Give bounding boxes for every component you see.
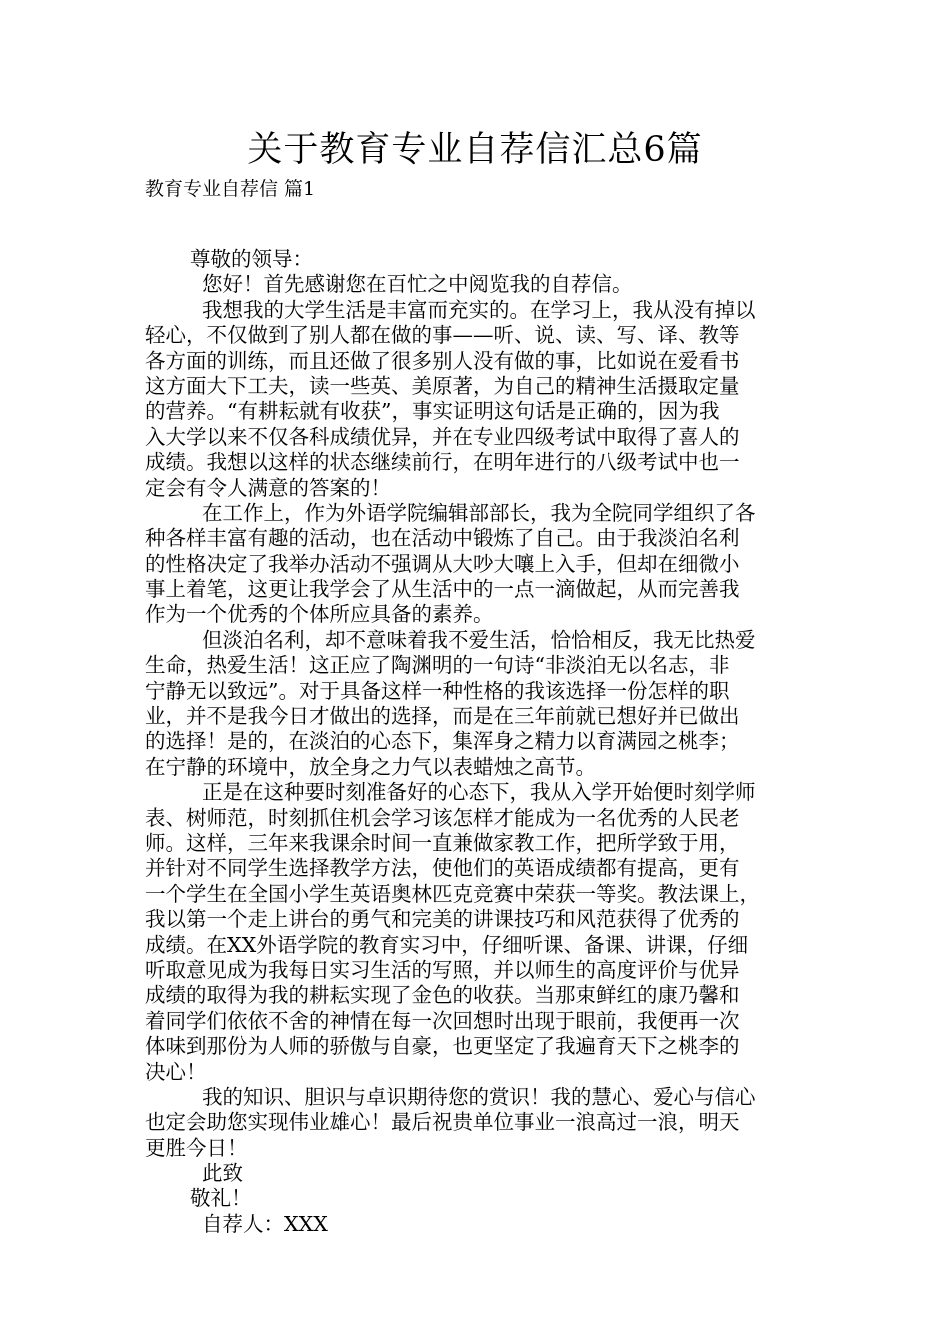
letter-line: 也定会助您实现伟业雄心！最后祝贵单位事业一浪高过一浪，明天 — [145, 1110, 740, 1135]
letter-line: 宁静无以致远”。对于具备这样一种性格的我该选择一份怎样的职 — [145, 678, 730, 703]
letter-body — [145, 247, 810, 1237]
letter-line: 成绩。在XX外语学院的教育实习中，仔细听课、备课、讲课，仔细 — [145, 932, 749, 957]
letter-line: 业，并不是我今日才做出的选择，而是在三年前就已想好并已做出 — [145, 704, 740, 729]
letter-line: 的营养。“有耕耘就有收获”，事实证明这句话是正确的，因为我 — [145, 399, 720, 424]
letter-line: 一个学生在全国小学生英语奥林匹克竞赛中荣获一等奖。教法课上， — [145, 881, 760, 906]
letter-line: 的选择！是的，在淡泊的心态下，集浑身之精力以育满园之桃李； — [145, 729, 740, 754]
letter-line: 各方面的训练，而且还做了很多别人没有做的事，比如说在爱看书 — [145, 348, 740, 373]
letter-line: 轻心，不仅做到了别人都在做的事——听、说、读、写、译、教等 — [145, 323, 740, 348]
letter-line: 我想我的大学生活是丰富而充实的。在学习上，我从没有掉以 — [202, 297, 756, 322]
letter-line: 定会有令人满意的答案的！ — [145, 475, 391, 500]
document-title: 关于教育专业自荐信汇总6篇 — [247, 130, 703, 170]
letter-line: 表、树师范，时刻抓住机会学习该怎样才能成为一名优秀的人民老 — [145, 805, 740, 830]
letter-line: 尊敬的领导： — [190, 247, 313, 271]
letter-line: 师。这样，三年来我课余时间一直兼做家教工作，把所学致于用， — [145, 830, 740, 855]
letter-line: 自荐人：XXX — [202, 1211, 328, 1236]
letter-line: 并针对不同学生选择教学方法，使他们的英语成绩都有提高，更有 — [145, 856, 740, 881]
letter-line: 的性格决定了我举办活动不强调从大吵大嚷上入手，但却在细微小 — [145, 551, 740, 576]
letter-line: 在宁静的环境中，放全身之力气以表蜡烛之高节。 — [145, 754, 596, 779]
letter-line: 更胜今日！ — [145, 1135, 248, 1160]
letter-line: 听取意见成为我每日实习生活的写照，并以师生的高度评价与优异 — [145, 957, 740, 982]
letter-line: 决心！ — [145, 1059, 207, 1084]
letter-line: 成绩的取得为我的耕耘实现了金色的收获。当那束鲜红的康乃馨和 — [145, 983, 740, 1008]
letter-line: 事上着笔，这更让我学会了从生活中的一点一滴做起，从而完善我 — [145, 577, 740, 602]
letter-line: 但淡泊名利，却不意味着我不爱生活，恰恰相反，我无比热爱 — [202, 627, 756, 652]
letter-line: 种各样丰富有趣的活动，也在活动中锻炼了自己。由于我淡泊名利 — [145, 526, 740, 551]
letter-line: 作为一个优秀的个体所应具备的素养。 — [145, 602, 494, 627]
letter-line: 您好！首先感谢您在百忙之中阅览我的自荐信。 — [202, 272, 633, 297]
letter-line: 此致 — [202, 1161, 243, 1186]
letter-line: 体味到那份为人师的骄傲与自豪，也更坚定了我遍育天下之桃李的 — [145, 1034, 740, 1059]
letter-line: 敬礼！ — [190, 1186, 252, 1211]
letter-line: 入大学以来不仅各科成绩优异，并在专业四级考试中取得了喜人的 — [145, 424, 740, 449]
letter-line: 在工作上，作为外语学院编辑部部长，我为全院同学组织了各 — [202, 500, 756, 525]
letter-line: 生命，热爱生活！这正应了陶渊明的一句诗“非淡泊无以名志，非 — [145, 653, 730, 678]
letter-line: 我的知识、胆识与卓识期待您的赏识！我的慧心、爱心与信心 — [202, 1084, 756, 1109]
letter-line: 成绩。我想以这样的状态继续前行，在明年进行的八级考试中也一 — [145, 450, 740, 475]
letter-line: 正是在这种要时刻准备好的心态下，我从入学开始便时刻学师 — [202, 780, 756, 805]
letter-line: 我以第一个走上讲台的勇气和完美的讲课技巧和风范获得了优秀的 — [145, 907, 740, 932]
document-subtitle: 教育专业自荐信 篇1 — [145, 178, 316, 200]
letter-line: 着同学们依依不舍的神情在每一次回想时出现于眼前，我便再一次 — [145, 1008, 740, 1033]
letter-line: 这方面大下工夫，读一些英、美原著，为自己的精神生活摄取定量 — [145, 373, 740, 398]
